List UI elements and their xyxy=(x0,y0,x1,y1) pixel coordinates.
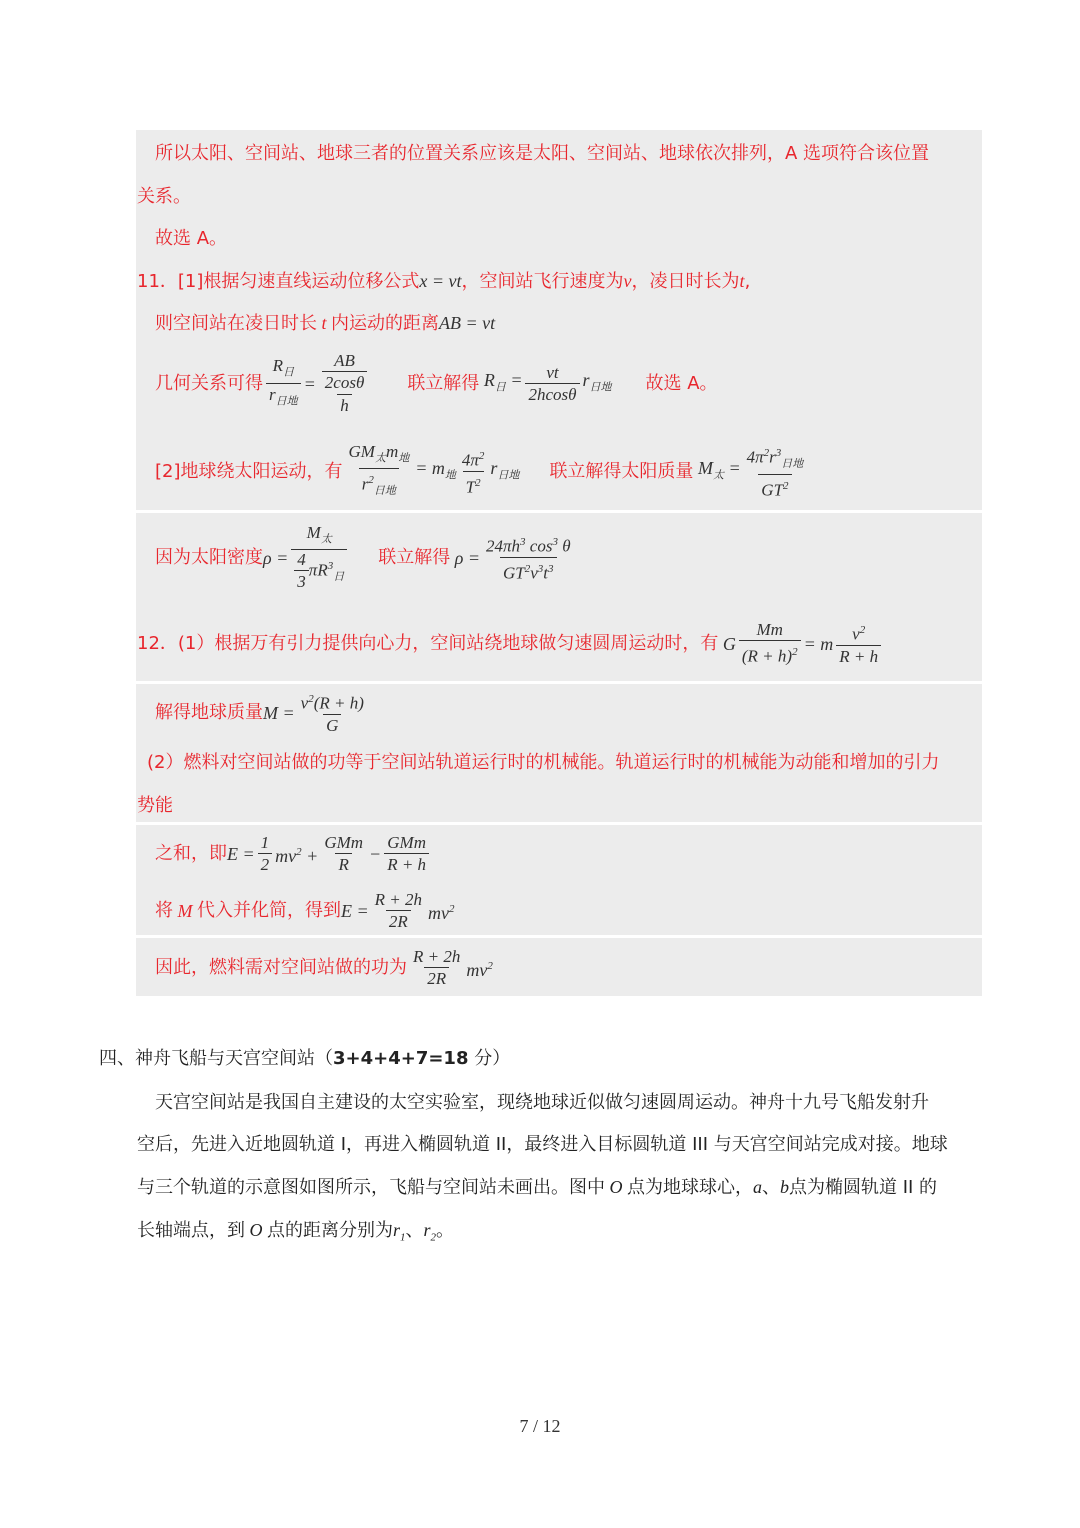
section-paragraph-2: 空后，先进入近地圆轨道 I，再进入椭圆轨道 II，最终进入目标圆轨道 III 与天宫空间站完成对接。地球 xyxy=(137,1134,948,1155)
formula-centripetal-2: $\frac{v^2}{R + h}$ xyxy=(836,620,881,668)
formula-displacement: x = vt xyxy=(419,271,462,291)
formula-ratio-right: $\frac{\frac{AB}{2\cos\theta}}{h}$ xyxy=(319,351,371,417)
formula-earth-mass: $\frac{v^2(R + h)}{G}$ xyxy=(300,693,364,735)
q12-line-7: 因此，燃料需对空间站做的功为 $\frac{R + 2h}{2R}$ $mv^2$ xyxy=(155,946,493,988)
q12-text-h: 因此，燃料需对空间站做的功为 xyxy=(155,957,407,978)
q12-line-2: 解得地球质量 M = $\frac{v^2(R + h)}{G}$ xyxy=(155,686,370,740)
formula-density-def: $M_太$ $\frac{4}{3}$ $\pi R^3_日$ xyxy=(291,523,347,593)
formula-half: $\frac{1}{2}$ xyxy=(258,833,273,876)
q11-text-a: 11．[1]根据匀速直线运动位移公式 xyxy=(137,271,420,292)
q11-text-i: 故选 A。 xyxy=(645,373,718,394)
formula-ab: AB = vt xyxy=(439,313,496,333)
answer-line-1: 所以太阳、空间站、地球三者的位置关系应该是太阳、空间站、地球依次排列，A 选项符合该位置 xyxy=(155,143,930,164)
var-v: v xyxy=(623,271,632,291)
q11-text-f: 内运动的距离 xyxy=(331,313,440,334)
q12-text-a: 12．(1）根据万有引力提供向心力，空间站绕地球做匀速圆周运动时，有 xyxy=(137,633,719,654)
section-score: 3+4+4+7=18 xyxy=(333,1048,469,1069)
formula-gravitation: $\frac{Mm}{(R + h)^2}$ xyxy=(739,620,801,668)
formula-ratio-left: $\frac{R_日}{r_{日地}}$ xyxy=(266,356,301,412)
formula-gravity: $\frac{GM_太m_地}{r^2_{日地}}$ xyxy=(346,442,413,502)
section-paragraph-1: 天宫空间站是我国自主建设的太空实验室，现绕地球近似做匀速圆周运动。神舟十九号飞船发射升 xyxy=(155,1092,929,1113)
formula-r-sun: $\frac{vt}{2hcos\theta}$ xyxy=(525,363,579,406)
q12-text-e: 之和，即 xyxy=(155,843,227,864)
section-paragraph-4: 长轴端点，到 O 点的距离分别为$r_1$、$r_2$。 xyxy=(137,1220,455,1244)
section-paragraph-3: 与三个轨道的示意图如图所示，飞船与空间站未画出。图中 O 点为地球球心，a、b点为椭圆轨道 II 的 xyxy=(137,1177,938,1198)
q12-text-b: 解得地球质量 xyxy=(155,702,263,723)
formula-sun-mass: $\frac{4\pi^2r^3_{日地}}{GT^2}$ xyxy=(746,446,804,500)
q11-text-d: , xyxy=(744,271,751,292)
formula-pe-1: $\frac{\text{GMm}}{R}$ xyxy=(324,832,364,874)
section-title: 四、神舟飞船与天宫空间站（3+4+4+7=18 分） xyxy=(99,1048,511,1069)
var-t: t xyxy=(739,271,745,291)
q11-line-3: 几何关系可得 $\frac{R_日}{r_{日地}}$ = $\frac{\frac{AB}{2\cos\theta}}{h}$ 联立解得 $R_日$ = $\frac{vt}{2hcos\theta}$ $r_{日地}$ 故选 A。 xyxy=(155,351,718,415)
q11-line-2: 则空间站在凌日时长 t 内运动的距离AB = vt xyxy=(155,313,496,334)
formula-density-result: $\frac{24\pi h^3 \cos^3 \theta}{GT^2v^3t^3}$ xyxy=(486,535,571,583)
q11-text-b: ，空间站飞行速度为 xyxy=(461,271,624,292)
q12-line-3: (2）燃料对空间站做的功等于空间站轨道运行时的机械能。轨道运行时的机械能为动能和增加的引力 xyxy=(147,752,940,773)
q11-text-h: 联立解得 xyxy=(407,373,480,394)
q11-text-c: ，凌日时长为 xyxy=(631,271,740,292)
q11-text-l: 因为太阳密度 xyxy=(155,547,263,568)
formula-energy: $\frac{R + 2h}{2R}$ xyxy=(374,889,423,931)
q12-line-6: 将 M 代入并化简，得到 E = $\frac{R + 2h}{2R}$ $mv^2$ xyxy=(155,889,455,931)
formula-pe-2: $\frac{\text{GMm}}{R + h}$ xyxy=(384,833,429,876)
q12-line-5: 之和，即 E = $\frac{1}{2}$ $mv^2$ + $\frac{\text{GMm}}{R}$ − $\frac{\text{GMm}}{R + h}$ xyxy=(155,828,432,880)
q11-line-5: 因为太阳密度 ρ = $M_太$ $\frac{4}{3}$ $\pi R^3_日$ 联立解得 ρ = $\frac{24\pi h^3 \cos^3 \theta}{GT^2v^3t^3}$ xyxy=(155,520,577,596)
q11-text-j: [2]地球绕太阳运动，有 xyxy=(155,461,343,482)
q11-text-e: 则空间站在凌日时长 xyxy=(155,313,317,334)
q11-line-4: [2]地球绕太阳运动，有 $\frac{GM_太m_地}{r^2_{日地}}$ = $m_地$ $\frac{4\pi^2}{T^2}$ $r_{日地}$ 联立解得太阳质量 $M_太$ = $\frac{4\pi^2r^3_{日地}}{GT^2}$ xyxy=(155,440,809,504)
q12-text-f: 将 xyxy=(155,900,173,921)
q12-line-1: 12．(1）根据万有引力提供向心力，空间站绕地球做匀速圆周运动时，有 G $\frac{Mm}{(R + h)^2}$ = m $\frac{v^2}{R + h}$ xyxy=(137,612,884,676)
page-number: 7 / 12 xyxy=(519,1416,561,1436)
formula-centripetal: $\frac{4\pi^2}{T^2}$ xyxy=(461,449,485,497)
q11-text-m: 联立解得 xyxy=(378,547,451,568)
formula-work: $\frac{R + 2h}{2R}$ xyxy=(413,946,461,988)
q11-text-k: 联立解得太阳质量 xyxy=(549,461,694,482)
answer-line-2: 关系。 xyxy=(137,186,191,207)
q12-text-g: 代入并化简，得到 xyxy=(197,900,341,921)
q11-text-g: 几何关系可得 xyxy=(155,373,263,394)
q12-line-4: 势能 xyxy=(137,795,173,816)
answer-line-3: 故选 A。 xyxy=(155,228,228,249)
q11-line-1 xyxy=(137,269,750,294)
